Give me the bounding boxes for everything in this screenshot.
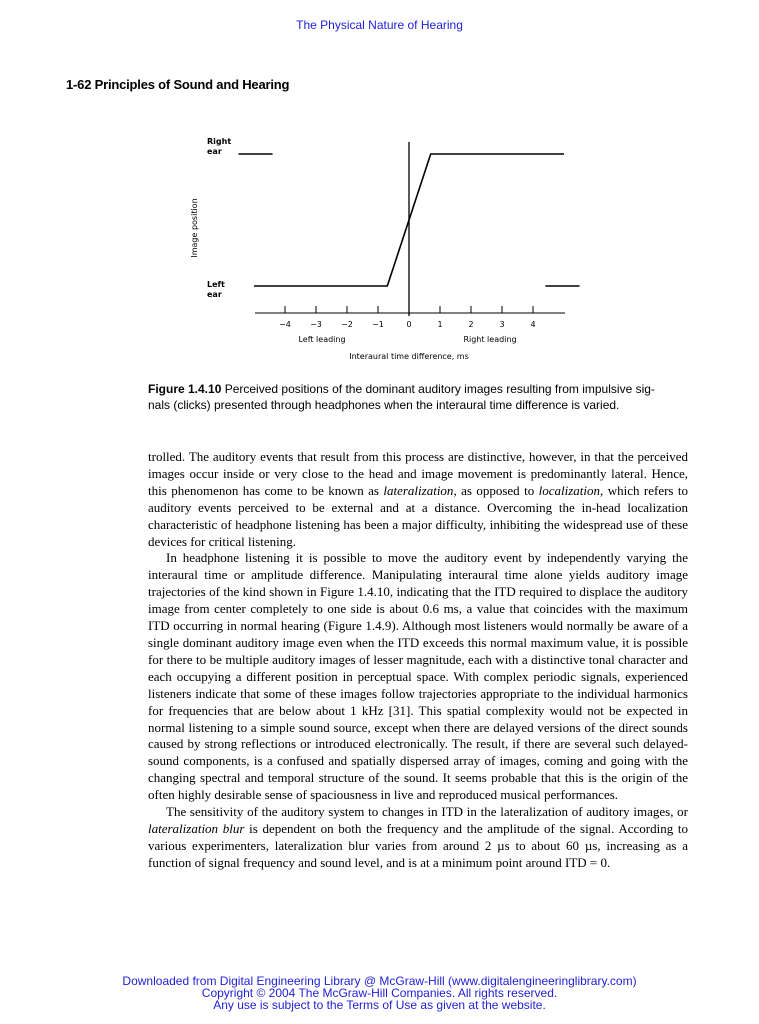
paragraph-1-text-c: , which refers to auditory events perceived to be external and at a distance. Overcoming the in-head localization characteristic of headphone listening has been a major difficulty, inhibiting the widespread use of these devices for critical listening. — [148, 482, 689, 549]
x-sublabel-left-leading: Left leading — [298, 335, 346, 344]
footer — [0, 975, 759, 1011]
page-header: 1-62 Principles of Sound and Hearing — [66, 77, 290, 92]
x-axis-label: Interaural time difference, ms — [349, 352, 469, 361]
term-lateralization-blur: lateralization blur — [148, 820, 245, 836]
x-tick-label: 3 — [499, 320, 505, 329]
footer-copyright-link[interactable]: Copyright © 2004 The McGraw-Hill Companies. All rights reserved. — [201, 986, 558, 1000]
paragraph-2: In headphone listening it is possible to move the auditory event by independently varying the interaural time or amplitude difference. Manipulating interaural time alone yields auditory image trajectories of the kind shown in Figure 1.4.10, indicating that the ITD required to displace the auditory image from center completely to one side is about 0.6 ms, a value that coincides with the maximum ITD occurring in normal hearing (Figure 1.4.9). Although most listeners would normally be aware of a single dominant auditory image even when the ITD exceeds this normal maximum value, it is possible for there to be multiple auditory images of lesser magnitude, each with a distinctive tonal character and each occupying a different position in perceptual space. With complex periodic signals, experienced listeners indicate that some of these images follow trajectories appropriate to the individual harmonics for frequencies that are below about 1 kHz [31]. This spatial complexity would not be expected in normal listening to a simple sound source, except when there are delayed versions of the direct sounds caused by strong reflections or introduced electronically. The result, if there are several such delayed-sound components, is a confused and spatially dispersed array of images, coming and going with the changing spectral and temporal structure of the sound. It seems probable that this is the origin of the often highly desirable sense of spaciousness in live and reproduced musical performances. — [148, 550, 688, 803]
caption-line-1: Perceived positions of the dominant auditory images resulting from impulsive sig- — [221, 382, 655, 396]
x-tick-label: 2 — [468, 320, 474, 329]
body-text — [148, 449, 688, 872]
footer-download-link[interactable]: Downloaded from Digital Engineering Library @ McGraw-Hill (www.digitalengineeringlibrary.com) — [122, 974, 637, 988]
paragraph-1-text-b: , as opposed to — [453, 482, 539, 498]
top-site-link[interactable]: The Physical Nature of Hearing — [296, 18, 463, 32]
footer-terms-link[interactable]: Any use is subject to the Terms of Use as given at the website. — [213, 998, 546, 1012]
y-bottom-label-line1: Left — [207, 280, 225, 289]
x-tick-label: −4 — [279, 320, 291, 329]
term-lateralization: lateralization — [383, 482, 454, 498]
y-top-label-line1: Right — [207, 137, 232, 146]
y-bottom-label-line2: ear — [207, 290, 222, 299]
caption-line-2: nals (clicks) presented through headphones when the interaural time difference is varied. — [148, 398, 620, 412]
paragraph-3-text-a: The sensitivity of the auditory system to changes in ITD in the lateralization of auditory images, or — [166, 804, 688, 820]
paragraph-1-text-a: trolled. The auditory events that result from this process are distinctive, however, in that the perceived images occur inside or very close to the head and image movement is predominantly lateral. Hence, this phenomenon has come to be known as — [148, 449, 688, 498]
y-axis-label: Image position — [190, 198, 199, 258]
paragraph-1 — [148, 449, 688, 550]
y-top-label-line2: ear — [207, 147, 222, 156]
figure-1-4-10-chart — [180, 130, 600, 370]
figure-number: Figure 1.4.10 — [148, 382, 222, 396]
x-tick-label: 4 — [530, 320, 536, 329]
x-tick-label: 1 — [437, 320, 443, 329]
paragraph-3 — [148, 804, 688, 872]
paragraph-3-text-b: is dependent on both the frequency and the amplitude of the signal. According to various experimenters, lateralization blur varies from around 2 µs to about 60 µs, increasing as a function of signal frequency and sound level, and is at a minimum point around ITD = 0. — [148, 820, 688, 870]
figure-caption — [148, 381, 688, 413]
x-tick-label: −3 — [310, 320, 322, 329]
x-tick-label: 0 — [406, 320, 412, 329]
x-sublabel-right-leading: Right leading — [463, 335, 517, 344]
x-tick-label: −1 — [372, 320, 384, 329]
term-localization: localization — [538, 482, 601, 498]
x-tick-label: −2 — [341, 320, 353, 329]
